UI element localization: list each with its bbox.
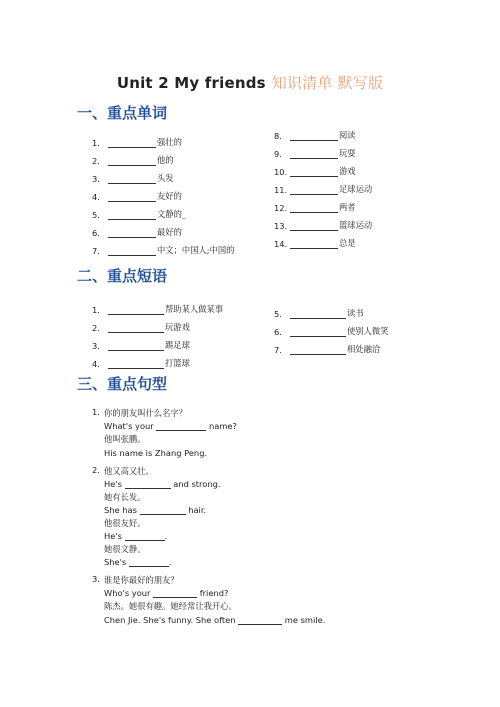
answer-blank[interactable] <box>290 167 338 177</box>
answer-blank[interactable] <box>290 149 338 159</box>
sentence-line: He's . <box>104 531 168 541</box>
answer-blank[interactable] <box>108 156 156 166</box>
title-subtitle: 知识清单 默写版 <box>271 74 384 92</box>
phrase-item: 2. 玩游戏 <box>92 322 190 333</box>
answer-blank[interactable] <box>125 479 171 489</box>
word-item: 8. 阅读 <box>274 130 356 141</box>
sentence-line: She's . <box>104 557 172 567</box>
word-item: 1. 强壮的 <box>92 137 182 148</box>
word-item: 4. 友好的 <box>92 191 182 202</box>
answer-blank[interactable] <box>153 588 197 598</box>
answer-blank[interactable] <box>156 421 206 431</box>
phrase-item: 7. 相处融洽 <box>274 344 381 355</box>
section-heading-sentences: 三、重点句型 <box>77 375 168 393</box>
word-item: 10. 游戏 <box>274 166 356 177</box>
word-item: 6. 最好的 <box>92 227 182 238</box>
answer-blank[interactable] <box>108 246 156 256</box>
word-item: 2. 他的 <box>92 155 174 166</box>
section-heading-phrases: 二、重点短语 <box>77 267 168 285</box>
section-heading-words: 一、重点单词 <box>77 104 168 122</box>
answer-blank[interactable] <box>108 323 164 333</box>
page-title <box>0 72 500 93</box>
word-item: 14. 总是 <box>274 238 356 249</box>
answer-blank[interactable] <box>108 210 156 220</box>
phrase-item: 6. 使别人微笑 <box>274 326 389 337</box>
phrase-item: 4. 打篮球 <box>92 358 190 369</box>
answer-blank[interactable] <box>140 505 186 515</box>
answer-blank[interactable] <box>290 131 338 141</box>
sentence-line: Who's your friend? <box>104 588 229 598</box>
answer-blank[interactable] <box>108 138 156 148</box>
word-item: 9. 玩耍 <box>274 148 356 159</box>
sentence-line: He's and strong. <box>104 479 221 489</box>
answer-blank[interactable] <box>129 557 169 567</box>
phrase-item: 1. 帮助某人做某事 <box>92 304 224 315</box>
word-item: 7. 中文；中国人;中国的 <box>92 245 235 256</box>
answer-blank[interactable] <box>108 228 156 238</box>
answer-blank[interactable] <box>108 305 164 315</box>
word-item: 11. 足球运动 <box>274 184 373 195</box>
answer-blank[interactable] <box>238 615 282 625</box>
title-main: Unit 2 My friends <box>116 74 266 92</box>
sentence-line: She has hair. <box>104 505 207 515</box>
answer-blank[interactable] <box>108 192 156 202</box>
answer-blank[interactable] <box>125 531 165 541</box>
word-item: 12. 两者 <box>274 202 356 213</box>
word-item: 13. 篮球运动 <box>274 220 373 231</box>
answer-blank[interactable] <box>108 359 164 369</box>
sentence-line: What's your name? <box>104 421 237 431</box>
answer-blank[interactable] <box>290 185 338 195</box>
answer-blank[interactable] <box>290 309 346 319</box>
word-item: 5. 文静的_ <box>92 209 187 220</box>
sentence-line: Chen Jie. She's funny. She often me smile. <box>104 615 326 625</box>
answer-blank[interactable] <box>290 345 346 355</box>
answer-blank[interactable] <box>290 239 338 249</box>
answer-blank[interactable] <box>290 327 346 337</box>
answer-blank[interactable] <box>290 203 338 213</box>
phrase-item: 3. 踢足球 <box>92 340 190 351</box>
answer-blank[interactable] <box>108 341 164 351</box>
answer-blank[interactable] <box>290 221 338 231</box>
word-item: 3. 头发 <box>92 173 174 184</box>
phrase-item: 5. 读书 <box>274 308 364 319</box>
answer-blank[interactable] <box>108 174 156 184</box>
